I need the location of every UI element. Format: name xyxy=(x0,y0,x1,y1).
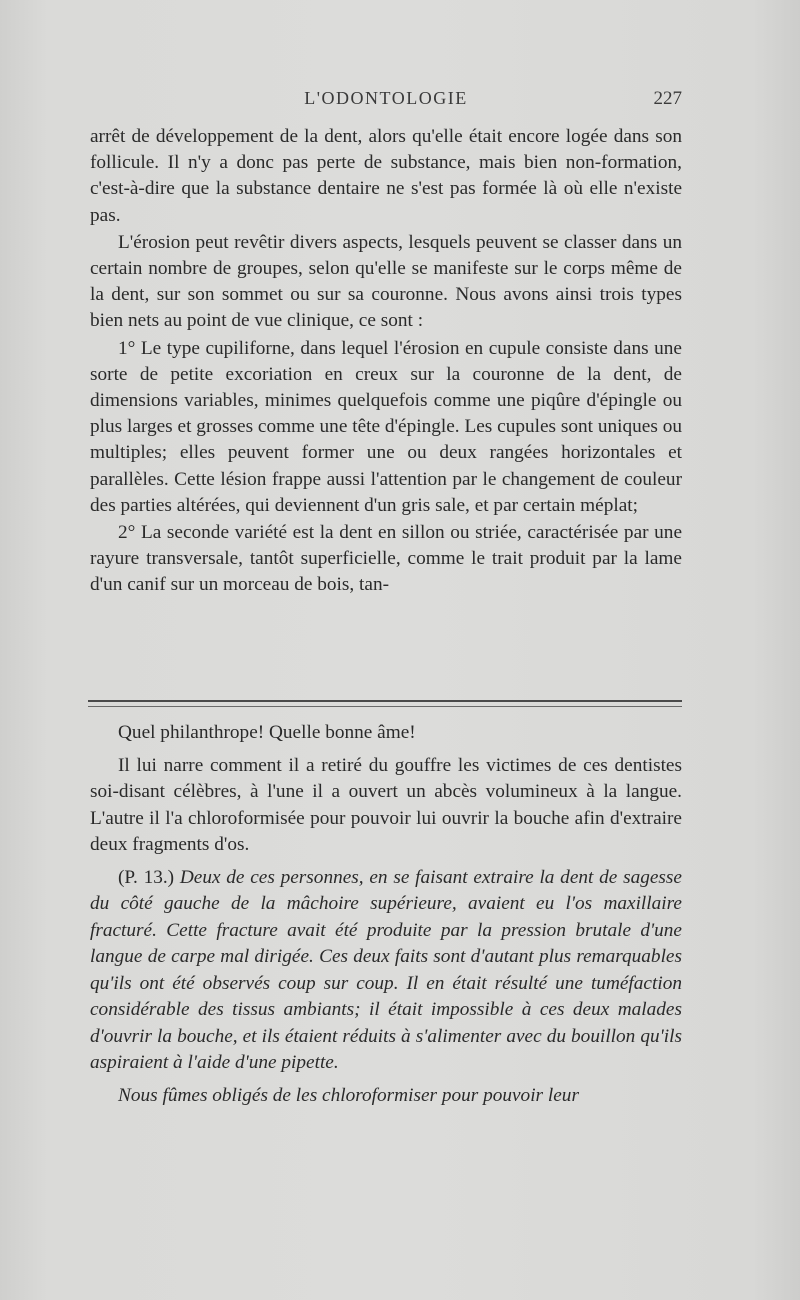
paragraph: arrêt de développement de la dent, alors qu'elle était encore logée dans son follicule. Il n'y a donc pas perte de substance, mais bien non-formation, c'est-à-dire que la substance dentaire ne s'est pas formée là où elle n'existe pas. xyxy=(90,126,682,226)
page-reference: (P. 13.) xyxy=(118,866,175,888)
section-divider-thin xyxy=(88,706,682,707)
page-number: 227 xyxy=(653,88,682,109)
paragraph: 2° La seconde variété est la dent en sillon ou striée, caractérisée par une rayure transversale, tantôt superficielle, comme le trait produit par la lame d'un canif sur un morceau de bois, tan- xyxy=(90,522,682,596)
paragraph: 1° Le type cupiliforne, dans lequel l'érosion en cupule consiste dans une sorte de petite excoriation en creux sur la couronne de la dent, de dimensions variables, minimes quelquefois comme une piqûre d'épingle ou plus larges et grosses comme une tête d'épingle. Les cupules sont uniques ou multiples; elles peuvent former une ou deux rangées horizontales et parallèles. Cette lésion frappe aussi l'attention par le changement de couleur des parties altérées, qui deviennent d'un gris sale, et par certain méplat; xyxy=(90,337,682,516)
paragraph: L'érosion peut revêtir divers aspects, lesquels peuvent se classer dans un certain nombre de groupes, selon qu'elle se manifeste sur le corps même de la dent, sur son sommet ou sur sa couronne. Nous avons ainsi trois types bien nets au point de vue clinique, ce sont : xyxy=(90,231,682,332)
section-divider-thick xyxy=(88,700,682,702)
paragraph: Il lui narre comment il a retiré du gouffre les victimes de ces dentistes soi-disant célèbres, à l'une il a ouvert un abcès volumineux à la langue. L'autre il l'a chloroformisée pour pouvoir lui ouvrir la bouche afin d'extraire deux fragments d'os. xyxy=(90,754,682,855)
paragraph xyxy=(90,865,682,1077)
italic-quote: Deux de ces personnes, en se faisant extraire la dent de sagesse du côté gauche de la mâchoire supérieure, avaient eu l'os maxillaire fracturé. Cette fracture avait été produite par la pression brutale d'une langue de carpe mal dirigée. Ces deux faits sont d'autant plus remarquables qu'ils ont été observés coup sur coup. Il en était résulté une tuméfaction considérable des tissus ambiants; il était impossible à ces deux malades d'ouvrir la bouche, et ils étaient réduits à s'alimenter avec du bouillon qu'ils aspiraient à l'aide d'une pipette. xyxy=(90,866,682,1073)
paragraph: Nous fûmes obligés de les chloroformiser pour pouvoir leur xyxy=(118,1084,579,1106)
page-header xyxy=(90,88,682,114)
quoted-text-block xyxy=(90,720,682,1115)
paragraph: Quel philanthrope! Quelle bonne âme! xyxy=(118,722,416,743)
running-title: L'ODONTOLOGIE xyxy=(304,88,468,108)
main-text-block xyxy=(90,124,682,600)
